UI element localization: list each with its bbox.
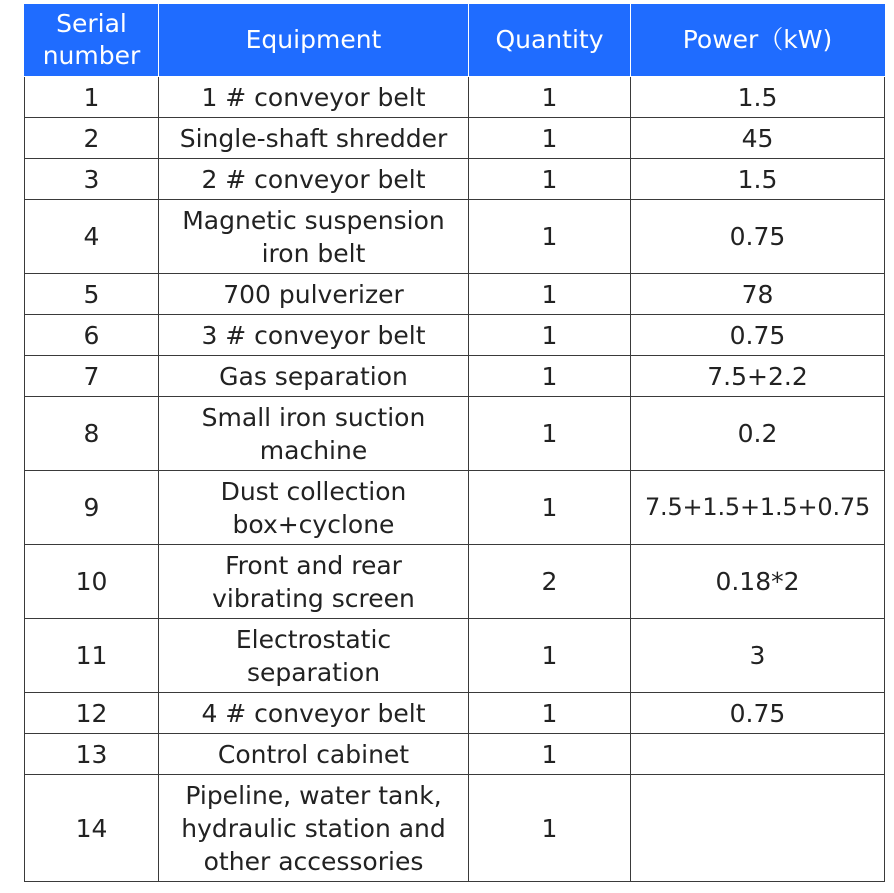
power-cell: 3 bbox=[631, 619, 885, 693]
equipment-line: 700 pulverizer bbox=[223, 279, 404, 309]
serial-cell: 8 bbox=[25, 397, 159, 471]
power-cell: 1.5 bbox=[631, 77, 885, 118]
quantity-cell: 1 bbox=[469, 118, 631, 159]
equipment-cell bbox=[159, 77, 469, 118]
table-row bbox=[25, 356, 885, 397]
table-body bbox=[25, 77, 885, 882]
equipment-cell bbox=[159, 397, 469, 471]
power-cell: 78 bbox=[631, 274, 885, 315]
serial-cell: 2 bbox=[25, 118, 159, 159]
power-cell: 0.18*2 bbox=[631, 545, 885, 619]
equipment-line: 3 # conveyor belt bbox=[201, 320, 426, 350]
equipment-line: iron belt bbox=[261, 238, 366, 268]
equipment-cell bbox=[159, 734, 469, 775]
serial-cell: 10 bbox=[25, 545, 159, 619]
equipment-line: other accessories bbox=[203, 846, 424, 876]
serial-cell: 1 bbox=[25, 77, 159, 118]
equipment-line: hydraulic station and bbox=[181, 813, 446, 843]
equipment-cell bbox=[159, 693, 469, 734]
equipment-line: Magnetic suspension bbox=[182, 205, 445, 235]
equipment-line: Small iron suction bbox=[201, 402, 426, 432]
quantity-cell: 1 bbox=[469, 356, 631, 397]
equipment-cell bbox=[159, 471, 469, 545]
serial-cell: 13 bbox=[25, 734, 159, 775]
quantity-cell: 1 bbox=[469, 397, 631, 471]
equipment-line: Gas separation bbox=[219, 361, 408, 391]
equipment-cell bbox=[159, 200, 469, 274]
equipment-line: Control cabinet bbox=[217, 739, 410, 769]
power-cell: 0.75 bbox=[631, 315, 885, 356]
serial-cell: 3 bbox=[25, 159, 159, 200]
table-header bbox=[25, 4, 885, 77]
quantity-cell: 1 bbox=[469, 693, 631, 734]
equipment-line: box+cyclone bbox=[232, 509, 395, 539]
header-power: Power（kW) bbox=[631, 4, 885, 77]
table-row bbox=[25, 159, 885, 200]
power-cell: 0.2 bbox=[631, 397, 885, 471]
quantity-cell: 1 bbox=[469, 274, 631, 315]
header-equipment: Equipment bbox=[159, 4, 469, 77]
equipment-line: vibrating screen bbox=[212, 583, 415, 613]
table-row bbox=[25, 77, 885, 118]
power-cell: 1.5 bbox=[631, 159, 885, 200]
serial-cell: 11 bbox=[25, 619, 159, 693]
header-row bbox=[25, 4, 885, 77]
equipment-cell bbox=[159, 619, 469, 693]
table-row bbox=[25, 775, 885, 882]
table-row bbox=[25, 471, 885, 545]
quantity-cell: 1 bbox=[469, 200, 631, 274]
quantity-cell: 1 bbox=[469, 471, 631, 545]
equipment-table bbox=[24, 4, 885, 882]
table-row bbox=[25, 315, 885, 356]
equipment-line: 4 # conveyor belt bbox=[201, 698, 426, 728]
table-row bbox=[25, 274, 885, 315]
table-row bbox=[25, 200, 885, 274]
table-row bbox=[25, 693, 885, 734]
serial-cell: 6 bbox=[25, 315, 159, 356]
quantity-cell: 1 bbox=[469, 77, 631, 118]
header-serial-number bbox=[25, 4, 159, 77]
power-cell: 45 bbox=[631, 118, 885, 159]
equipment-line: Electrostatic bbox=[235, 624, 392, 654]
equipment-line: Front and rear bbox=[225, 550, 402, 580]
serial-cell: 12 bbox=[25, 693, 159, 734]
equipment-line: Dust collection bbox=[220, 476, 407, 506]
equipment-cell bbox=[159, 545, 469, 619]
equipment-line: separation bbox=[246, 657, 381, 687]
equipment-line: Single-shaft shredder bbox=[179, 123, 448, 153]
quantity-cell: 1 bbox=[469, 734, 631, 775]
quantity-cell: 1 bbox=[469, 159, 631, 200]
serial-cell: 14 bbox=[25, 775, 159, 882]
serial-cell: 7 bbox=[25, 356, 159, 397]
equipment-cell bbox=[159, 274, 469, 315]
table-row bbox=[25, 118, 885, 159]
serial-cell: 4 bbox=[25, 200, 159, 274]
equipment-line: Pipeline, water tank, bbox=[185, 780, 442, 810]
quantity-cell: 2 bbox=[469, 545, 631, 619]
quantity-cell: 1 bbox=[469, 775, 631, 882]
equipment-cell bbox=[159, 315, 469, 356]
equipment-line: 1 # conveyor belt bbox=[201, 82, 426, 112]
quantity-cell: 1 bbox=[469, 619, 631, 693]
table-row bbox=[25, 734, 885, 775]
power-cell: 7.5+1.5+1.5+0.75 bbox=[631, 471, 885, 545]
header-serial-line2: number bbox=[42, 41, 141, 70]
equipment-cell bbox=[159, 118, 469, 159]
table-row bbox=[25, 545, 885, 619]
equipment-cell bbox=[159, 775, 469, 882]
power-cell bbox=[631, 775, 885, 882]
power-cell: 0.75 bbox=[631, 693, 885, 734]
power-cell bbox=[631, 734, 885, 775]
equipment-line: 2 # conveyor belt bbox=[201, 164, 426, 194]
power-cell: 0.75 bbox=[631, 200, 885, 274]
serial-cell: 9 bbox=[25, 471, 159, 545]
table-row bbox=[25, 619, 885, 693]
power-cell: 7.5+2.2 bbox=[631, 356, 885, 397]
header-quantity: Quantity bbox=[469, 4, 631, 77]
table-row bbox=[25, 397, 885, 471]
equipment-line: machine bbox=[259, 435, 368, 465]
serial-cell: 5 bbox=[25, 274, 159, 315]
equipment-cell bbox=[159, 159, 469, 200]
header-serial-line1: Serial bbox=[56, 9, 127, 38]
quantity-cell: 1 bbox=[469, 315, 631, 356]
equipment-cell bbox=[159, 356, 469, 397]
